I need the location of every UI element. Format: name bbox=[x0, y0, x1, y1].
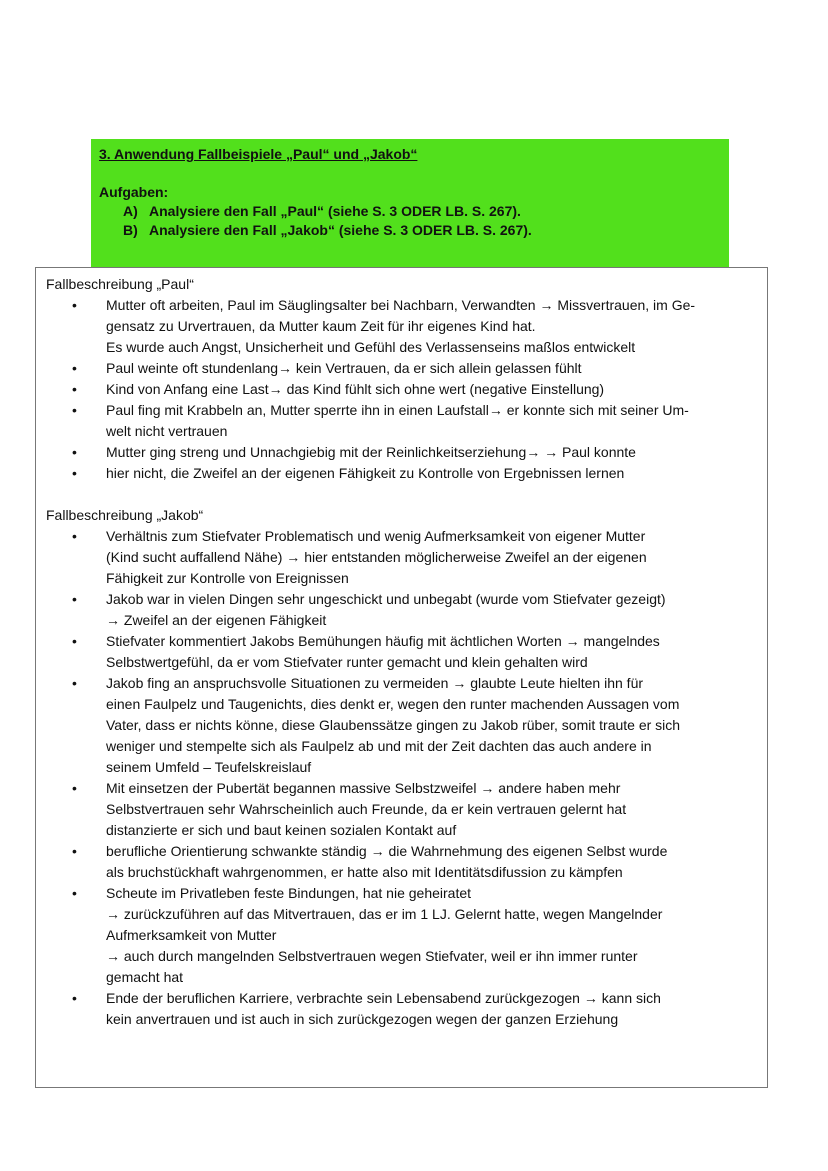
bullet-icon: • bbox=[72, 381, 77, 397]
bullet-icon: • bbox=[72, 675, 77, 691]
list-item-line: → auch durch mangelnden Selbstvertrauen wegen Stiefvater, weil er ihn immer runter bbox=[106, 948, 638, 964]
list-item-line: Verhältnis zum Stiefvater Problematisch und wenig Aufmerksamkeit von eigener Mutter bbox=[106, 528, 646, 544]
task-letter: B) bbox=[123, 222, 138, 238]
list-item-line: kein anvertrauen und ist auch in sich zurückgezogen wegen der ganzen Erziehung bbox=[106, 1011, 619, 1027]
bullet-icon: • bbox=[72, 297, 77, 313]
case-section bbox=[46, 505, 767, 1030]
list-item bbox=[46, 295, 767, 358]
bullet-icon: • bbox=[72, 885, 77, 901]
list-item bbox=[46, 883, 767, 988]
list-item-line: distanzierte er sich und baut keinen sozialen Kontakt auf bbox=[106, 822, 457, 838]
task-item bbox=[99, 202, 729, 221]
list-item bbox=[46, 442, 767, 463]
bullet-icon: • bbox=[72, 402, 77, 418]
list-item bbox=[46, 526, 767, 589]
list-item-line: Mutter ging streng und Unnachgiebig mit der Reinlichkeitserziehung→ → Paul konnte bbox=[106, 444, 636, 460]
list-item-line: Fähigkeit zur Kontrolle von Ereignissen bbox=[106, 570, 349, 586]
list-item-line: hier nicht, die Zweifel an der eigenen Fähigkeit zu Kontrolle von Ergebnissen lernen bbox=[106, 465, 625, 481]
list-item-line: einen Faulpelz und Taugenichts, dies denkt er, wegen den runter machenden Aussagen vom bbox=[106, 696, 680, 712]
list-item-line: Kind von Anfang eine Last→ das Kind fühlt sich ohne wert (negative Einstellung) bbox=[106, 381, 605, 397]
list-item-line: → Zweifel an der eigenen Fähigkeit bbox=[106, 612, 327, 628]
section-heading: Fallbeschreibung „Paul“ bbox=[46, 276, 194, 292]
task-title: 3. Anwendung Fallbeispiele „Paul“ und „Jakob“ bbox=[99, 146, 418, 162]
list-item-line: Paul fing mit Krabbeln an, Mutter sperrte ihn in einen Laufstall→ er konnte sich mit seiner Um- bbox=[106, 402, 689, 418]
list-item-line: weniger und stempelte sich als Faulpelz ab und mit der Zeit dachten das auch andere in bbox=[106, 738, 652, 754]
bullet-icon: • bbox=[72, 591, 77, 607]
task-item bbox=[99, 221, 729, 240]
list-item-line: gensatz zu Urvertrauen, da Mutter kaum Zeit für ihr eigenes Kind hat. bbox=[106, 318, 536, 334]
list-item bbox=[46, 358, 767, 379]
task-box bbox=[91, 139, 729, 268]
list-item bbox=[46, 631, 767, 673]
list-item-line: welt nicht vertrauen bbox=[106, 423, 228, 439]
list-item bbox=[46, 589, 767, 631]
list-item-line: als bruchstückhaft wahrgenommen, er hatte also mit Identitätsdifussion zu kämpfen bbox=[106, 864, 623, 880]
answer-box bbox=[35, 267, 768, 1088]
list-item-line: Mutter oft arbeiten, Paul im Säuglingsalter bei Nachbarn, Verwandten → Missvertrauen, im Ge- bbox=[106, 297, 696, 313]
bullet-icon: • bbox=[72, 843, 77, 859]
bullet-icon: • bbox=[72, 528, 77, 544]
list-item-line: Jakob fing an anspruchsvolle Situationen zu vermeiden → glaubte Leute hielten ihn für bbox=[106, 675, 644, 691]
list-item-line: Aufmerksamkeit von Mutter bbox=[106, 927, 277, 943]
list-item-line: → zurückzuführen auf das Mitvertrauen, das er im 1 LJ. Gelernt hatte, wegen Mangelnder bbox=[106, 906, 663, 922]
list-item-line: Mit einsetzen der Pubertät begannen massive Selbstzweifel → andere haben mehr bbox=[106, 780, 621, 796]
list-item-line: (Kind sucht auffallend Nähe) → hier entstanden möglicherweise Zweifel an der eigenen bbox=[106, 549, 647, 565]
list-item bbox=[46, 379, 767, 400]
task-letter: A) bbox=[123, 203, 138, 219]
bullet-icon: • bbox=[72, 633, 77, 649]
list-item bbox=[46, 841, 767, 883]
list-item bbox=[46, 400, 767, 442]
list-item-line: Selbstwertgefühl, da er vom Stiefvater runter gemacht und klein gehalten wird bbox=[106, 654, 588, 670]
list-item-line: Stiefvater kommentiert Jakobs Bemühungen häufig mit ächtlichen Worten → mangelndes bbox=[106, 633, 660, 649]
bullet-icon: • bbox=[72, 465, 77, 481]
section-heading: Fallbeschreibung „Jakob“ bbox=[46, 507, 204, 523]
list-item-line: Vater, dass er nichts könne, diese Glaubenssätze gingen zu Jakob rüber, somit traute er sich bbox=[106, 717, 681, 733]
list-item-line: gemacht hat bbox=[106, 969, 184, 985]
bullet-icon: • bbox=[72, 780, 77, 796]
list-item bbox=[46, 778, 767, 841]
bullet-icon: • bbox=[72, 360, 77, 376]
list-item bbox=[46, 673, 767, 778]
list-item-line: seinem Umfeld – Teufelskreislauf bbox=[106, 759, 312, 775]
case-section bbox=[46, 274, 767, 484]
list-item bbox=[46, 988, 767, 1030]
tasks-label: Aufgaben: bbox=[99, 184, 169, 200]
list-item-line: Paul weinte oft stundenlang→ kein Vertrauen, da er sich allein gelassen fühlt bbox=[106, 360, 582, 376]
bullet-icon: • bbox=[72, 444, 77, 460]
task-text: Analysiere den Fall „Jakob“ (siehe S. 3 ODER LB. S. 267). bbox=[149, 222, 532, 238]
task-text: Analysiere den Fall „Paul“ (siehe S. 3 ODER LB. S. 267). bbox=[149, 203, 521, 219]
list-item-line: Ende der beruflichen Karriere, verbrachte sein Lebensabend zurückgezogen → kann sich bbox=[106, 990, 661, 1006]
list-item-line: berufliche Orientierung schwankte ständig → die Wahrnehmung des eigenen Selbst wurde bbox=[106, 843, 668, 859]
list-item bbox=[46, 463, 767, 484]
list-item-line: Es wurde auch Angst, Unsicherheit und Gefühl des Verlassenseins maßlos entwickelt bbox=[106, 339, 636, 355]
list-item-line: Scheute im Privatleben feste Bindungen, hat nie geheiratet bbox=[106, 885, 472, 901]
list-item-line: Selbstvertrauen sehr Wahrscheinlich auch Freunde, da er kein vertrauen gelernt hat bbox=[106, 801, 627, 817]
list-item-line: Jakob war in vielen Dingen sehr ungeschickt und unbegabt (wurde vom Stiefvater gezeigt) bbox=[106, 591, 666, 607]
bullet-icon: • bbox=[72, 990, 77, 1006]
